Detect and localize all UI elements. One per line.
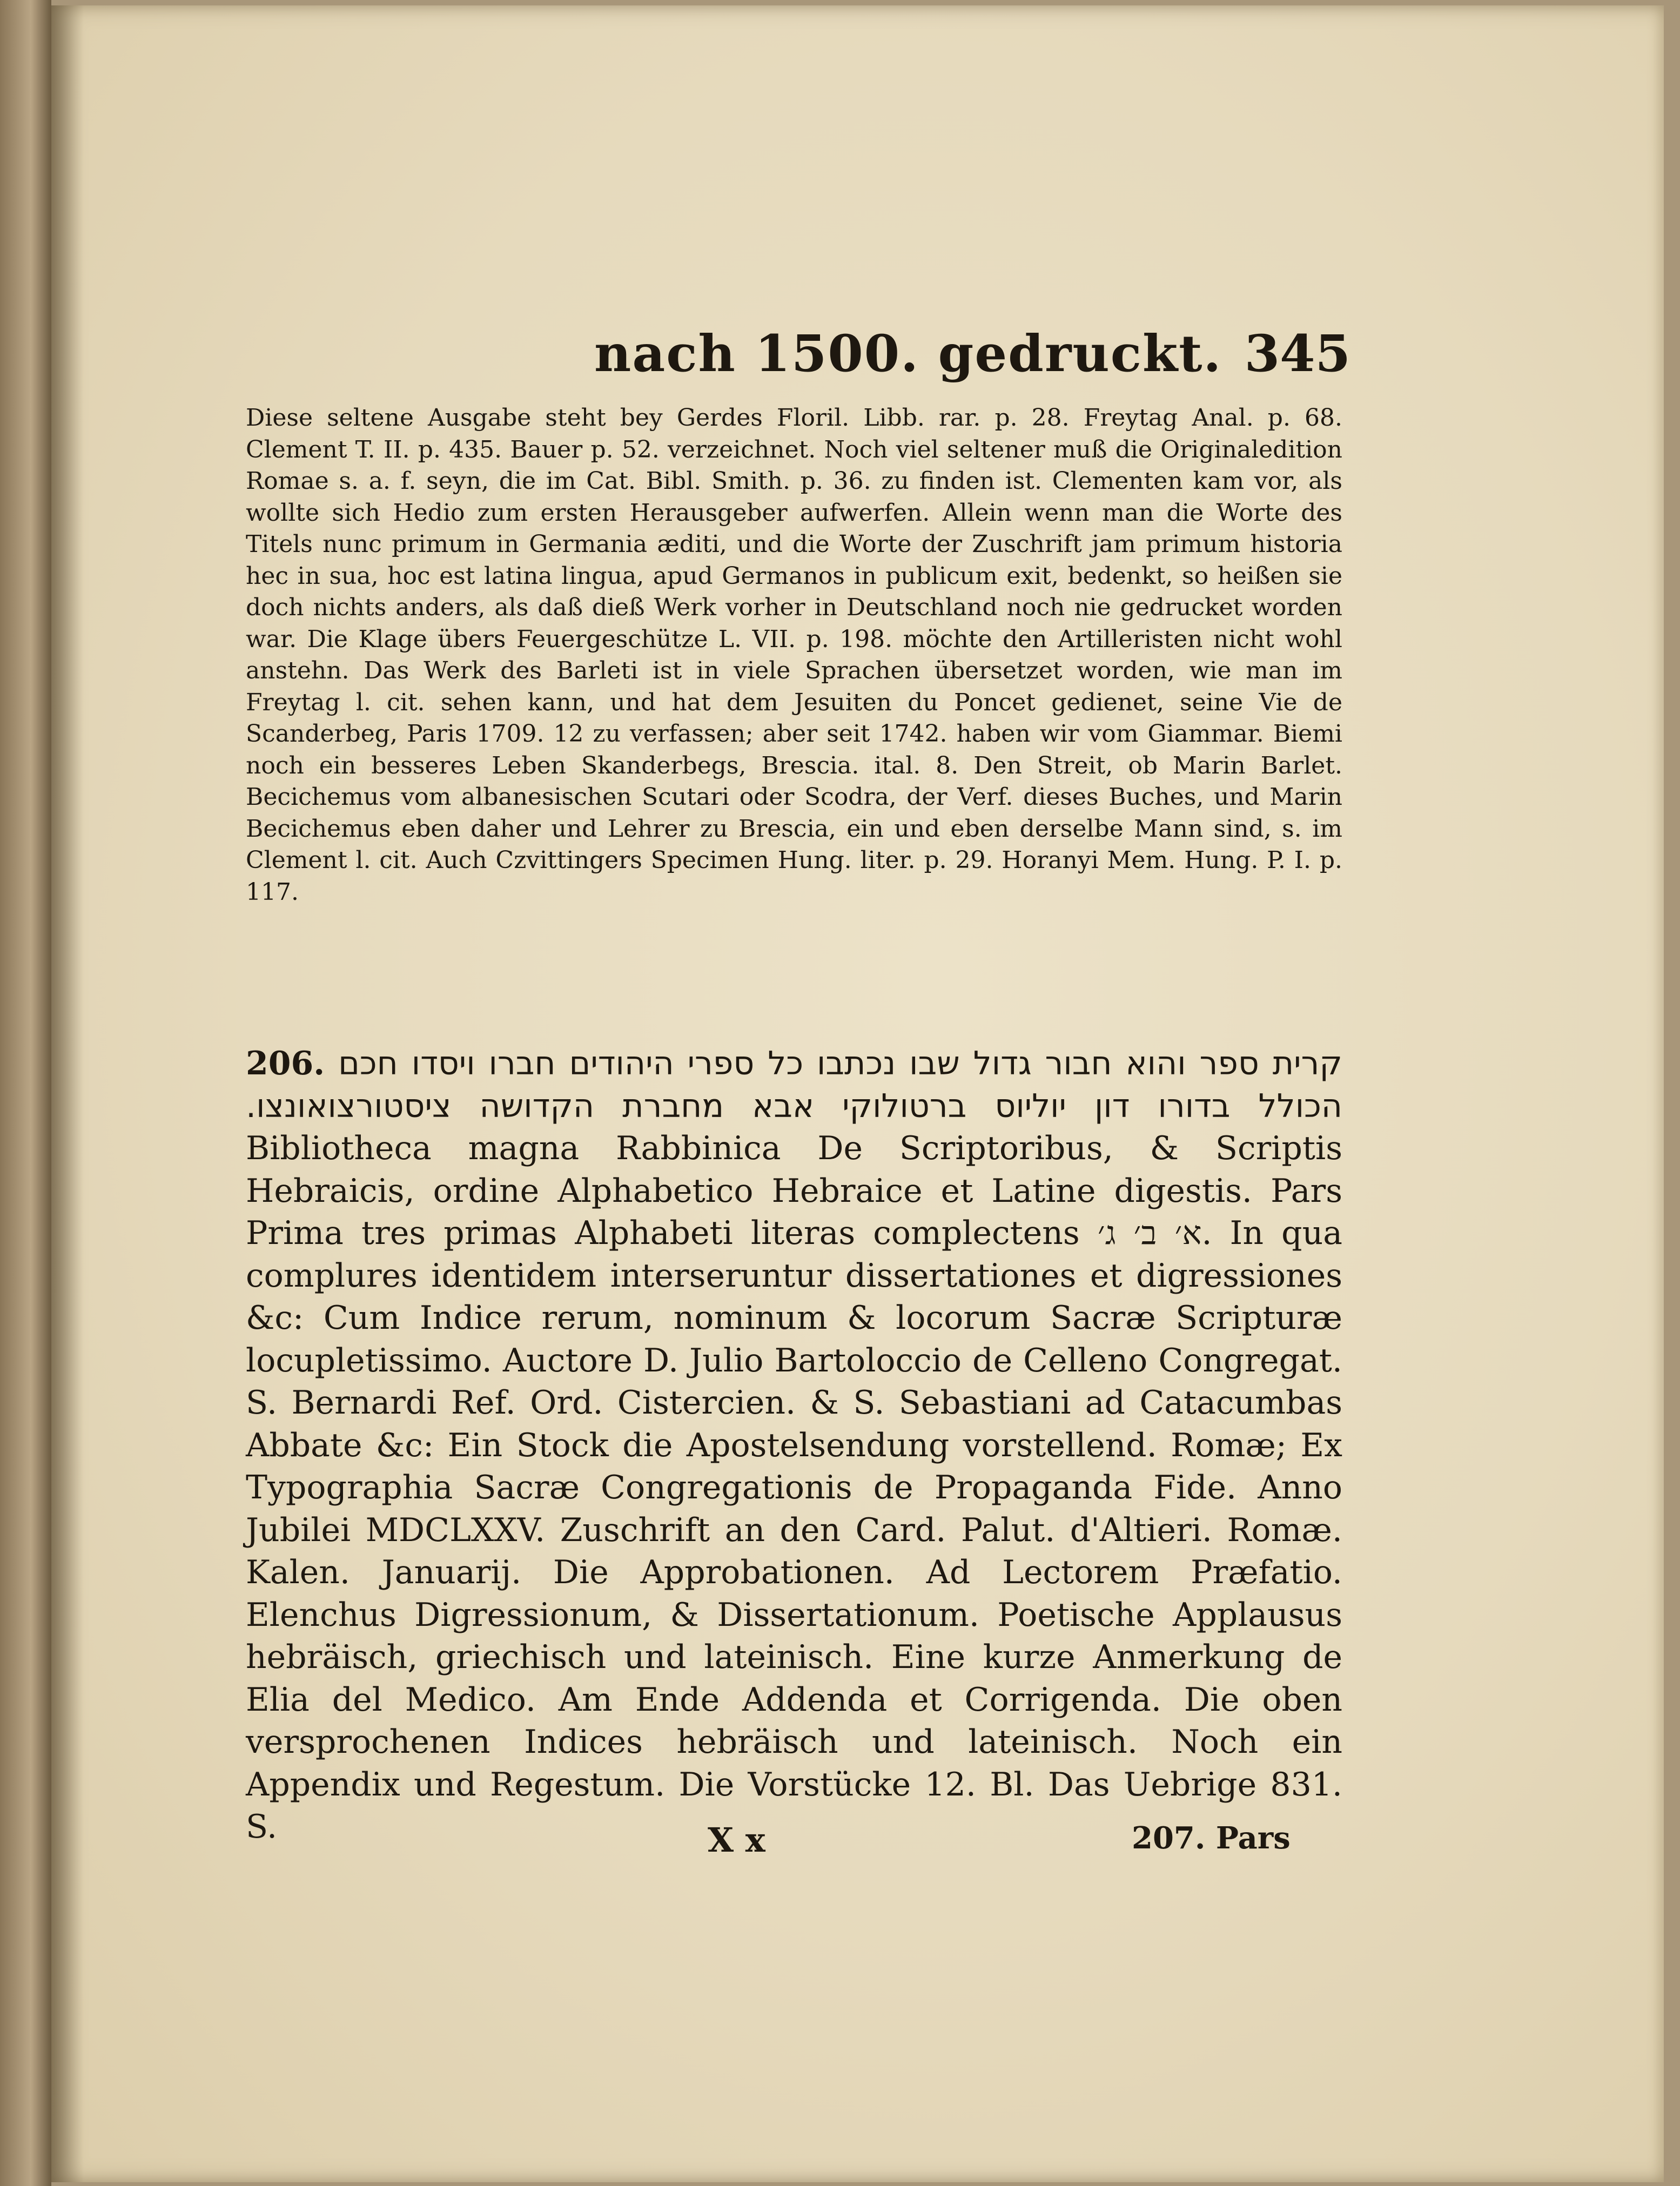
- entry-description: Bibliotheca magna Rabbinica De Scriptoribus, & Scriptis Hebraicis, ordine Alphabetico Hebraice et Latine digestis. Pars Prima tres primas Alphabeti literas complectens א׳ ב׳ ג׳. In qua complures identidem interseruntur dissertationes et digressiones &c: Cum Indice rerum, nominum & locorum Sacræ Scripturæ locupletissimo. Auctore D. Julio Bartoloccio de Celleno Congregat. S. Bernardi Ref. Ord. Cistercien. & S. Sebastiani ad Catacumbas Abbate &c: Ein Stock die Apostelsendung vorstellend. Romæ; Ex Typographia Sacræ Congregationis de Propaganda Fide. Anno Jubilei MDCLXXV. Zuschrift an den Card. Palut. d'Altieri. Romæ. Kalen. Januarij. Die Approbationen. Ad Lectorem Præfatio. Elenchus Digressionum, & Dissertationum. Poetische Applausus hebräisch, griechisch und lateinisch. Eine kurze Anmerkung de Elia del Medico. Am Ende Addenda et Corrigenda. Die oben versprochenen Indices hebräisch und lateinisch. Noch ein Appendix und Regestum. Die Vorstücke 12. Bl. Das Uebrige 831. S.: [246, 1129, 1342, 1846]
- hebrew-title: קרית ספר והוא חבור גדול שבו נכתבו כל ספרי היהודים חברו ויסדו חכם הכולל בדורו דון יוליוס ברטולוקי אבא מחברת הקדושה ציסטורצואונצו.: [246, 1045, 1342, 1125]
- page-number: 345: [1244, 324, 1350, 384]
- catchword: 207. Pars: [1132, 1820, 1291, 1856]
- entry-number: 206.: [246, 1045, 325, 1082]
- running-head: nach 1500. gedruckt.: [594, 324, 1222, 384]
- facing-page-edge: [0, 0, 51, 2186]
- page-header: [583, 324, 1350, 394]
- commentary-paragraph: Diese seltene Ausgabe steht bey Gerdes Floril. Libb. rar. p. 28. Freytag Anal. p. 68. Clement T. II. p. 435. Bauer p. 52. verzeichnet. Noch viel seltener muß die Originaledition Romae s. a. f. seyn, die im Cat. Bibl. Smith. p. 36. zu finden ist. Clementen kam vor, als wollte sich Hedio zum ersten Herausgeber aufwerfen. Allein wenn man die Worte des Titels nunc primum in Germania æditi, und die Worte der Zuschrift jam primum historia hec in sua, hoc est latina lingua, apud Germanos in publicum exit, bedenkt, so heißen sie doch nichts anders, als daß dieß Werk vorher in Deutschland noch nie gedrucket worden war. Die Klage übers Feuergeschütze L. VII. p. 198. möchte den Artilleristen nicht wohl anstehn. Das Werk des Barleti ist in viele Sprachen übersetzet worden, wie man im Freytag l. cit. sehen kann, und hat dem Jesuiten du Poncet gedienet, seine Vie de Scanderbeg, Paris 1709. 12 zu verfassen; aber seit 1742. haben wir vom Giammar. Biemi noch ein besseres Leben Skanderbegs, Brescia. ital. 8. Den Streit, ob Marin Barlet. Becichemus vom albanesischen Scutari oder Scodra, der Verf. dieses Buches, und Marin Becichemus eben daher und Lehrer zu Brescia, ein und eben derselbe Mann sind, s. im Clement l. cit. Auch Czvittingers Specimen Hung. liter. p. 29. Horanyi Mem. Hung. P. I. p. 117.: [246, 404, 1342, 906]
- page-gutter-shadow: [51, 5, 84, 2182]
- signature-mark: X x: [708, 1820, 765, 1860]
- bibliography-entry: [246, 1042, 1342, 1848]
